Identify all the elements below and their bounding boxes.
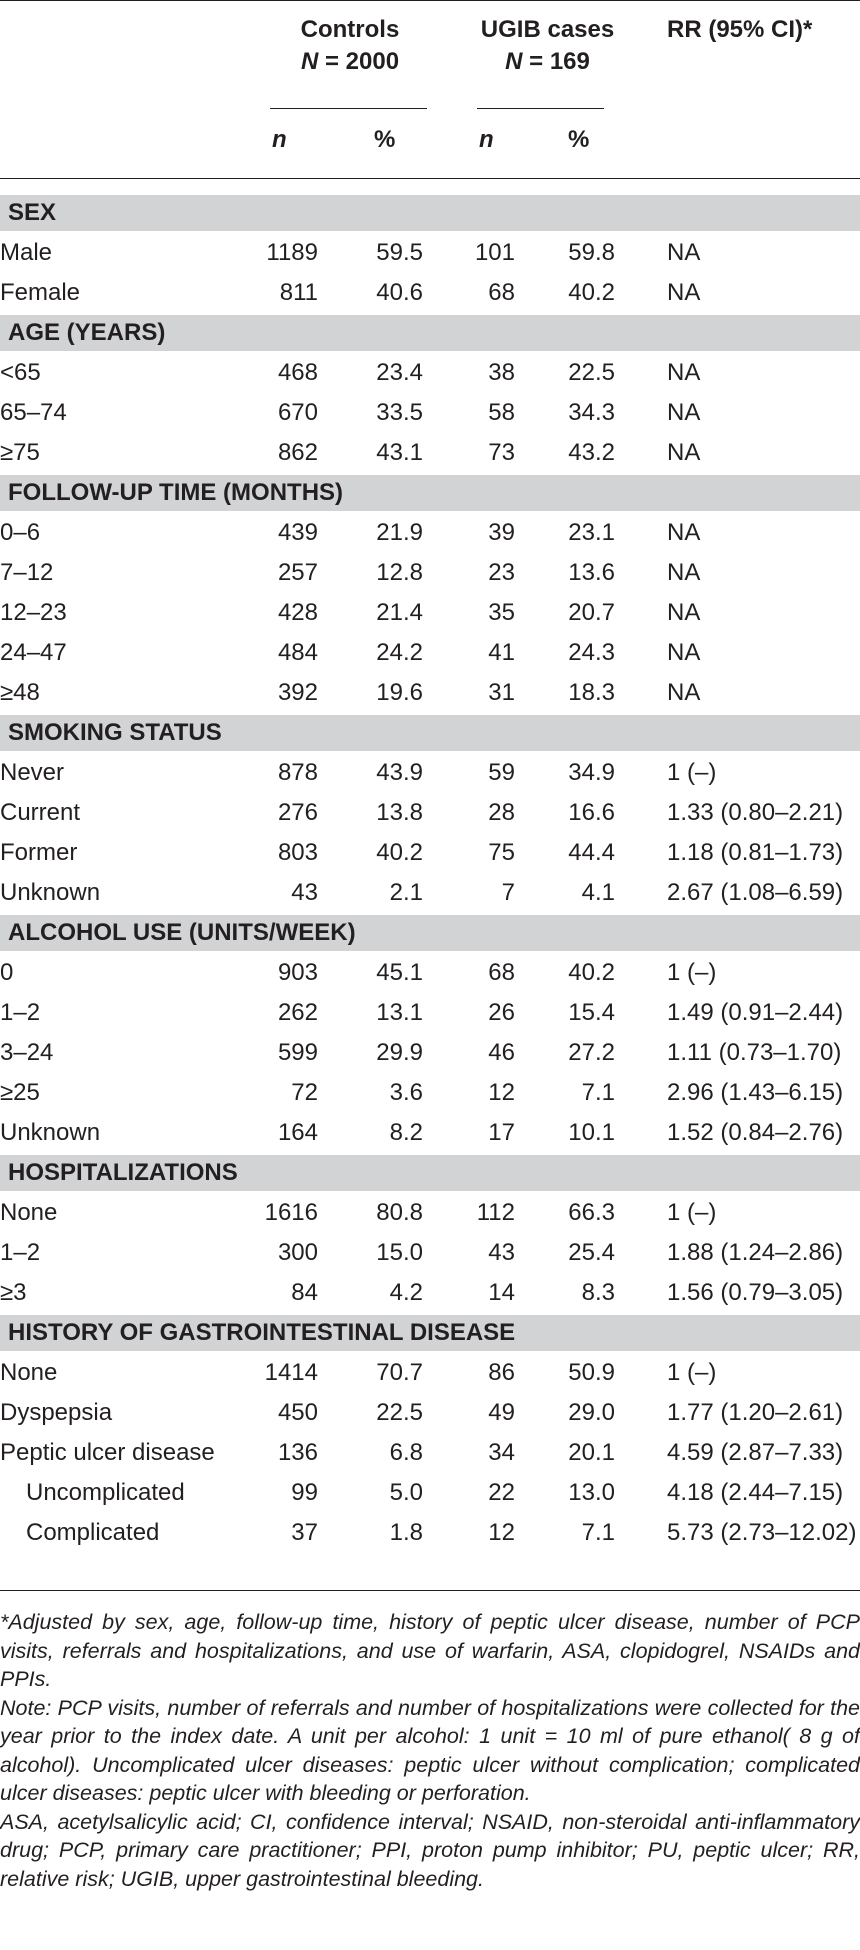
- table-row: [0, 993, 860, 1033]
- cases-pct-cell: 16.6: [568, 799, 615, 826]
- controls-pct-cell: 19.6: [376, 679, 423, 706]
- controls-pct-cell: 80.8: [376, 1199, 423, 1226]
- cases-n-cell: 26: [488, 999, 515, 1026]
- cases-n-cell: 73: [488, 439, 515, 466]
- cases-pct-cell: 20.1: [568, 1439, 615, 1466]
- table-row: [0, 593, 860, 633]
- rr-ci-cell: 2.96 (1.43–6.15): [667, 1079, 844, 1106]
- cases-n-cell: 31: [488, 679, 515, 706]
- rr-ci-cell: NA: [667, 559, 701, 586]
- cases-n-value: = 169: [522, 48, 590, 75]
- controls-n-cell: 811: [279, 279, 318, 306]
- table-row: [0, 553, 860, 593]
- controls-n-cell: 484: [277, 639, 318, 666]
- cases-n-cell: 46: [488, 1039, 515, 1066]
- controls-n: [270, 46, 430, 78]
- cases-pct-cell: 34.3: [568, 399, 615, 426]
- rr-ci-cell: NA: [667, 399, 701, 426]
- rr-ci-cell: NA: [667, 599, 701, 626]
- rr-header: RR (95% CI)*: [667, 16, 813, 43]
- row-label: <65: [0, 359, 41, 386]
- controls-n-cell: 257: [277, 559, 318, 586]
- table-row: [0, 1113, 860, 1153]
- rr-ci-cell: 1.49 (0.91–2.44): [667, 999, 844, 1026]
- cases-header: [455, 14, 640, 78]
- row-label: 12–23: [0, 599, 67, 626]
- table-row: [0, 1193, 860, 1233]
- controls-pct-cell: 21.9: [376, 519, 423, 546]
- bottom-rule: [0, 1590, 860, 1591]
- cases-n-cell: 101: [474, 239, 515, 266]
- footnote-adjusted: *Adjusted by sex, age, follow-up time, history of peptic ulcer disease, number of PCP visits, referrals and hospitalizations, and use of warfarin, ASA, clopidogrel, NSAIDs and PPIs.: [0, 1610, 860, 1691]
- row-label: Unknown: [0, 879, 101, 906]
- row-label: Peptic ulcer disease: [0, 1439, 215, 1466]
- rr-ci-cell: NA: [667, 679, 701, 706]
- cases-n-cell: 35: [488, 599, 515, 626]
- controls-header: [270, 14, 430, 78]
- rr-ci-cell: 5.73 (2.73–12.02): [667, 1519, 857, 1546]
- controls-pct-cell: 13.1: [376, 999, 423, 1026]
- section-title: AGE (YEARS): [8, 319, 166, 346]
- table-row: [0, 1073, 860, 1113]
- table-row: [0, 793, 860, 833]
- controls-n-cell: 164: [277, 1119, 318, 1146]
- controls-n-value: = 2000: [318, 48, 400, 75]
- section-title: HISTORY OF GASTROINTESTINAL DISEASE: [8, 1319, 516, 1346]
- rr-ci-cell: 4.59 (2.87–7.33): [667, 1439, 844, 1466]
- table-row: [0, 1233, 860, 1273]
- cases-n-cell: 7: [501, 879, 515, 906]
- row-label: ≥3: [0, 1279, 27, 1306]
- rr-ci-cell: 1.88 (1.24–2.86): [667, 1239, 844, 1266]
- rr-ci-cell: 1.52 (0.84–2.76): [667, 1119, 844, 1146]
- rr-ci-cell: 1 (–): [667, 1359, 717, 1386]
- section-title: SEX: [8, 199, 57, 226]
- controls-pct-cell: 2.1: [389, 879, 423, 906]
- controls-n-cell: 1189: [266, 239, 318, 266]
- cases-n-cell: 17: [488, 1119, 515, 1146]
- table-row: [0, 513, 860, 553]
- row-label: Never: [0, 759, 65, 786]
- section-header: [0, 195, 860, 231]
- cases-pct-cell: 20.7: [568, 599, 615, 626]
- controls-n-cell: 599: [277, 1039, 318, 1066]
- controls-pct-cell: 13.8: [376, 799, 423, 826]
- controls-pct-cell: 12.8: [376, 559, 423, 586]
- cases-pct-cell: 13.0: [568, 1479, 615, 1506]
- controls-pct-cell: 29.9: [376, 1039, 423, 1066]
- controls-n-cell: 468: [277, 359, 318, 386]
- cases-pct-cell: 43.2: [568, 439, 615, 466]
- cases-pct-cell: 18.3: [568, 679, 615, 706]
- cases-title: UGIB cases: [480, 16, 615, 43]
- controls-n-cell: 1414: [264, 1359, 318, 1386]
- cases-pct-cell: 29.0: [568, 1399, 615, 1426]
- table-row: [0, 433, 860, 473]
- section-title: ALCOHOL USE (UNITS/WEEK): [8, 919, 356, 946]
- cases-pct-cell: 10.1: [568, 1119, 615, 1146]
- row-label: Female: [0, 279, 81, 306]
- cases-pct-cell: 7.1: [581, 1079, 615, 1106]
- cases-n-cell: 41: [488, 639, 515, 666]
- controls-title: Controls: [300, 16, 400, 43]
- cases-n-cell: 112: [476, 1199, 515, 1226]
- controls-pct-cell: 15.0: [376, 1239, 423, 1266]
- row-label: ≥25: [0, 1079, 40, 1106]
- row-label: Current: [0, 799, 81, 826]
- section-header: [0, 1315, 860, 1351]
- controls-pct-cell: 21.4: [376, 599, 423, 626]
- rr-ci-cell: NA: [667, 639, 701, 666]
- row-label: Complicated: [26, 1519, 160, 1546]
- cases-n-cell: 14: [488, 1279, 515, 1306]
- controls-n-cell: 276: [277, 799, 318, 826]
- cases-n-cell: 12: [488, 1519, 515, 1546]
- rr-ci-cell: 1 (–): [667, 959, 717, 986]
- table-row: [0, 1473, 860, 1513]
- cases-n-label: N: [505, 48, 523, 75]
- cases-n-cell: 75: [488, 839, 515, 866]
- rr-ci-cell: NA: [667, 359, 701, 386]
- rr-ci-cell: 1.77 (1.20–2.61): [667, 1399, 844, 1426]
- controls-n-label: N: [300, 48, 319, 75]
- cases-subrule: [477, 108, 604, 109]
- cases-n-cell: 12: [488, 1079, 515, 1106]
- controls-n-cell: 392: [277, 679, 318, 706]
- table-row: [0, 1433, 860, 1473]
- row-label: Former: [0, 839, 78, 866]
- table-row: [0, 1353, 860, 1393]
- rr-ci-cell: 1.11 (0.73–1.70): [667, 1039, 842, 1066]
- cases-pct-cell: 50.9: [568, 1359, 615, 1386]
- rr-ci-cell: 2.67 (1.08–6.59): [667, 879, 844, 906]
- footnotes: [0, 1608, 860, 1893]
- section-header: [0, 1155, 860, 1191]
- rr-ci-cell: NA: [667, 439, 701, 466]
- cases-n-cell: 39: [488, 519, 515, 546]
- controls-n-cell: 43: [291, 879, 318, 906]
- controls-n-cell: 84: [291, 1279, 318, 1306]
- row-label: 65–74: [0, 399, 67, 426]
- section-title: HOSPITALIZATIONS: [8, 1159, 238, 1186]
- cases-n-cell: 58: [488, 399, 515, 426]
- controls-n-cell: 450: [277, 1399, 318, 1426]
- controls-n-cell: 439: [277, 519, 318, 546]
- row-label: 0: [0, 959, 14, 986]
- section-header: [0, 915, 860, 951]
- controls-n-cell: 670: [277, 399, 318, 426]
- cases-pct-cell: 15.4: [568, 999, 615, 1026]
- controls-pct-cell: 3.6: [389, 1079, 423, 1106]
- controls-n-subheader: n: [272, 126, 287, 153]
- controls-pct-cell: 5.0: [389, 1479, 423, 1506]
- cases-pct-cell: 8.3: [581, 1279, 615, 1306]
- controls-n-cell: 262: [277, 999, 318, 1026]
- table-row: [0, 1033, 860, 1073]
- cases-pct-cell: 59.8: [568, 239, 615, 266]
- controls-pct-cell: 70.7: [376, 1359, 423, 1386]
- section-title: FOLLOW-UP TIME (MONTHS): [8, 479, 344, 506]
- table-row: [0, 233, 860, 273]
- controls-pct-cell: 6.8: [389, 1439, 423, 1466]
- cases-n-cell: 59: [488, 759, 515, 786]
- controls-n-cell: 72: [291, 1079, 318, 1106]
- row-label: 0–6: [0, 519, 41, 546]
- cases-n-cell: 86: [488, 1359, 515, 1386]
- controls-pct-cell: 24.2: [376, 639, 423, 666]
- controls-n-cell: 862: [277, 439, 318, 466]
- rr-ci-cell: 1 (–): [667, 1199, 717, 1226]
- section-header: [0, 475, 860, 511]
- controls-pct-cell: 43.9: [376, 759, 423, 786]
- cases-pct-subheader: %: [568, 126, 590, 153]
- rr-ci-cell: 1.33 (0.80–2.21): [667, 799, 844, 826]
- controls-n-cell: 300: [277, 1239, 318, 1266]
- cases-n-cell: 68: [488, 959, 515, 986]
- cases-n-cell: 23: [488, 559, 515, 586]
- row-label: ≥48: [0, 679, 40, 706]
- controls-pct-cell: 33.5: [376, 399, 423, 426]
- controls-n-cell: 803: [277, 839, 318, 866]
- cases-n-cell: 43: [488, 1239, 515, 1266]
- controls-pct-cell: 40.2: [376, 839, 423, 866]
- cases-n-cell: 68: [488, 279, 515, 306]
- controls-pct-subheader: %: [374, 126, 396, 153]
- table-row: [0, 673, 860, 713]
- row-label: Uncomplicated: [26, 1479, 185, 1506]
- controls-n-cell: 1616: [264, 1199, 318, 1226]
- table-row: [0, 1513, 860, 1553]
- top-rule: [0, 0, 860, 1]
- cases-n-cell: 28: [488, 799, 515, 826]
- cases-pct-cell: 4.1: [581, 879, 615, 906]
- cases-pct-cell: 40.2: [568, 959, 615, 986]
- controls-pct-cell: 8.2: [389, 1119, 423, 1146]
- cases-n: [455, 46, 640, 78]
- cases-pct-cell: 27.2: [568, 1039, 615, 1066]
- section-header: [0, 715, 860, 751]
- row-label: 24–47: [0, 639, 67, 666]
- row-label: None: [0, 1199, 58, 1226]
- controls-n-cell: 37: [291, 1519, 318, 1546]
- controls-subrule: [270, 108, 427, 109]
- cases-pct-cell: 44.4: [568, 839, 615, 866]
- table-row: [0, 953, 860, 993]
- row-label: Male: [0, 239, 53, 266]
- table-row: [0, 753, 860, 793]
- controls-pct-cell: 22.5: [376, 1399, 423, 1426]
- rr-ci-cell: NA: [667, 239, 701, 266]
- table-row: [0, 393, 860, 433]
- cases-n-cell: 49: [488, 1399, 515, 1426]
- cases-pct-cell: 34.9: [568, 759, 615, 786]
- controls-pct-cell: 1.8: [389, 1519, 423, 1546]
- rr-ci-cell: NA: [667, 519, 701, 546]
- controls-n-cell: 878: [277, 759, 318, 786]
- cases-pct-cell: 23.1: [568, 519, 615, 546]
- table-row: [0, 1273, 860, 1313]
- table-row: [0, 633, 860, 673]
- cases-pct-cell: 66.3: [568, 1199, 615, 1226]
- controls-n-cell: 428: [277, 599, 318, 626]
- controls-n-cell: 99: [291, 1479, 318, 1506]
- rr-ci-cell: 1.56 (0.79–3.05): [667, 1279, 844, 1306]
- table-row: [0, 833, 860, 873]
- cases-pct-cell: 13.6: [568, 559, 615, 586]
- rr-ci-cell: NA: [667, 279, 701, 306]
- row-label: Unknown: [0, 1119, 101, 1146]
- row-label: None: [0, 1359, 58, 1386]
- controls-pct-cell: 23.4: [376, 359, 423, 386]
- controls-pct-cell: 59.5: [376, 239, 423, 266]
- controls-n-cell: 903: [277, 959, 318, 986]
- table-row: [0, 873, 860, 913]
- row-label: 1–2: [0, 999, 41, 1026]
- cases-pct-cell: 25.4: [568, 1239, 615, 1266]
- table-row: [0, 1393, 860, 1433]
- header-rule: [0, 178, 860, 179]
- row-label: 1–2: [0, 1239, 41, 1266]
- row-label: Dyspepsia: [0, 1399, 113, 1426]
- rr-ci-cell: 4.18 (2.44–7.15): [667, 1479, 844, 1506]
- cases-n-cell: 22: [488, 1479, 515, 1506]
- section-title: SMOKING STATUS: [8, 719, 222, 746]
- cases-n-subheader: n: [479, 126, 494, 153]
- footnote-abbreviations: ASA, acetylsalicylic acid; CI, confidence interval; NSAID, non-steroidal anti-inflammatory drug; PCP, primary care practitioner; PPI, proton pump inhibitor; PU, peptic ulcer; RR, relative risk; UGIB, upper gastrointestinal bleeding.: [0, 1809, 860, 1891]
- row-label: 7–12: [0, 559, 54, 586]
- footnote-note: Note: PCP visits, number of referrals and number of hospitalizations were collected for the year prior to the index date. A unit per alcohol: 1 unit = 10 ml of pure ethanol( 8 g of alcohol). Uncomplicated ulcer diseases: peptic ulcer without complication; complicated ulcer diseases: peptic ulcer with bleeding or perforation.: [0, 1695, 860, 1805]
- controls-pct-cell: 43.1: [376, 439, 423, 466]
- table-row: [0, 353, 860, 393]
- cases-pct-cell: 24.3: [568, 639, 615, 666]
- cases-pct-cell: 22.5: [568, 359, 615, 386]
- controls-pct-cell: 40.6: [376, 279, 423, 306]
- controls-pct-cell: 4.2: [389, 1279, 423, 1306]
- cases-n-cell: 38: [488, 359, 515, 386]
- rr-ci-cell: 1.18 (0.81–1.73): [667, 839, 844, 866]
- rr-ci-cell: 1 (–): [667, 759, 717, 786]
- controls-n-cell: 136: [277, 1439, 318, 1466]
- row-label: ≥75: [0, 439, 40, 466]
- cases-n-cell: 34: [488, 1439, 515, 1466]
- cases-pct-cell: 7.1: [581, 1519, 615, 1546]
- controls-pct-cell: 45.1: [376, 959, 423, 986]
- cases-pct-cell: 40.2: [568, 279, 615, 306]
- section-header: [0, 315, 860, 351]
- table-row: [0, 273, 860, 313]
- row-label: 3–24: [0, 1039, 54, 1066]
